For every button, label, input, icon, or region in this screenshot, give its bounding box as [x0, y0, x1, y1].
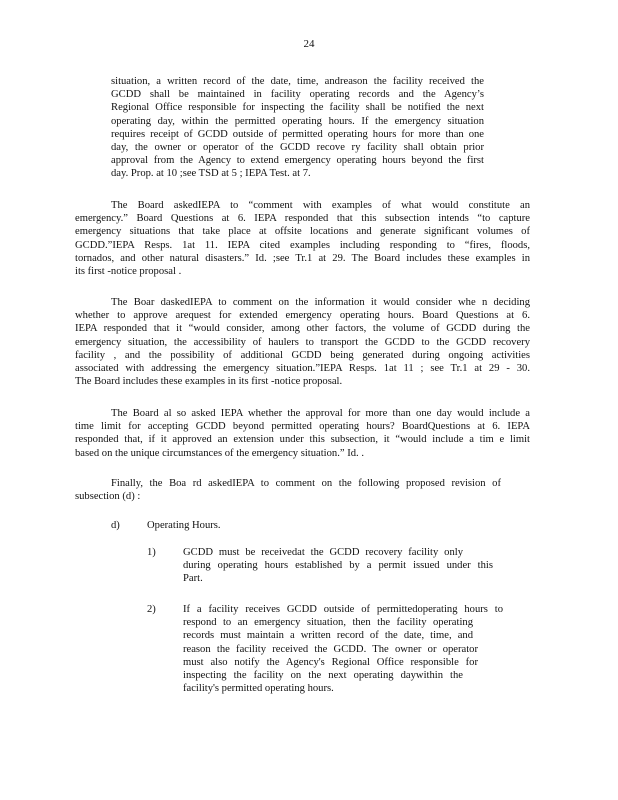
section-title: Operating Hours. [147, 520, 221, 531]
text-line: GCDD.”IEPA Resps. 1at 11. IEPA cited examples including responding to “fires, floods, [75, 239, 530, 251]
section-marker: d) [111, 520, 120, 531]
rule-item [183, 603, 503, 695]
text-line: based on the unique circumstances of the emergency situation.” Id. . [75, 447, 364, 459]
text-line: responded that, if it approved an extension under this subsection, it “would include a tim e limit [75, 434, 530, 446]
item-marker: 2) [147, 604, 156, 615]
text-line: situation, a written record of the date, time, andreason the facility received the [111, 76, 484, 87]
text-line: Regional Office responsible for inspecting the facility shall be notified the next [111, 102, 484, 114]
text-line: must also notify the Agency's Regional Office responsible for [183, 656, 478, 668]
text-line: GCDD must be receivedat the GCDD recovery facility only [183, 547, 463, 558]
text-line: The Board al so asked IEPA whether the approval for more than one day would include a [111, 408, 530, 419]
text-line: whether to approve arequest for extended emergency operating hours. Board Questions at 6. [75, 310, 530, 322]
text-line: tornados, and other natural disasters.” Id. ;see Tr.1 at 29. The Board includes these examples in [75, 252, 530, 264]
text-line: GCDD shall be maintained in facility operating records and the Agency’s [111, 89, 484, 101]
text-line: emergency.” Board Questions at 6. IEPA responded that this subsection intends “to capture [75, 213, 530, 225]
quoted-paragraph [111, 75, 484, 181]
item-marker: 1) [147, 547, 156, 558]
text-line: The Board includes these examples in its first -notice proposal. [75, 376, 343, 388]
text-line: facility , and the possibility of additional GCDD being generated during ongoing activities [75, 349, 530, 361]
rule-item [183, 546, 493, 586]
text-line: Finally, the Boa rd askedIEPA to comment on the following proposed revision of [111, 478, 501, 489]
text-line: emergency situations that take place at offsite locations and generate significant volumes of [75, 226, 530, 238]
text-line: records must maintain a written record of the date, time, and [183, 630, 473, 642]
body-paragraph [75, 407, 530, 460]
page-number: 24 [303, 38, 315, 50]
text-line: facility's permitted operating hours. [183, 683, 334, 695]
text-line: operating day, within the permitted operating hours. If the emergency situation [111, 115, 484, 127]
text-line: requires receipt of GCDD outside of permitted operating hours for more than one [111, 128, 484, 140]
body-paragraph [75, 199, 530, 278]
text-line: associated with addressing the emergency situation.”IEPA Resps. 1at 11 ; see Tr.1 at 29 - 30. [75, 362, 530, 374]
text-line: IEPA responded that it “would consider, among other factors, the volume of GCDD during the [75, 323, 530, 335]
body-paragraph [75, 477, 530, 503]
text-line: day. Prop. at 10 ;see TSD at 5 ; IEPA Test. at 7. [111, 168, 311, 180]
text-line: emergency situation, the accessibility of haulers to transport the GCDD to the GCDD recovery [75, 336, 530, 348]
body-paragraph [75, 296, 530, 388]
text-line: The Board askedIEPA to “comment with examples of what would constitute an [111, 200, 530, 211]
text-line: reason the facility received the GCDD. The owner or operator [183, 643, 478, 655]
text-line: subsection (d) : [75, 491, 141, 503]
text-line: Part. [183, 573, 203, 585]
text-line: If a facility receives GCDD outside of permittedoperating hours to [183, 604, 503, 615]
text-line: day, the owner or operator of the GCDD recove ry facility shall obtain prior [111, 141, 484, 153]
text-line: respond to an emergency situation, then the facility operating [183, 617, 473, 629]
text-line: approval from the Agency to extend emergency operating hours beyond the first [111, 155, 484, 167]
text-line: during operating hours established by a permit issued under this [183, 560, 493, 572]
text-line: The Boar daskedIEPA to comment on the information it would consider whe n deciding [111, 297, 530, 308]
text-line: its first -notice proposal . [75, 265, 182, 277]
text-line: time limit for accepting GCDD beyond permitted operating hours? BoardQuestions at 6. IEPA [75, 421, 530, 433]
text-line: inspecting the facility on the next operating daywithin the [183, 669, 463, 681]
